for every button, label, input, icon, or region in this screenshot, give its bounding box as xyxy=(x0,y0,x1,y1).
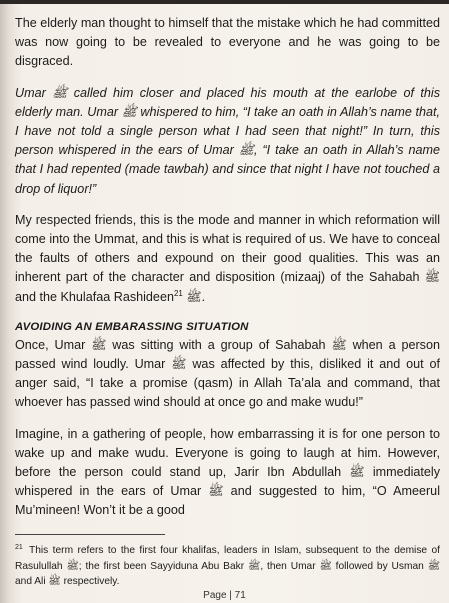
paragraph-elderly-man: The elderly man thought to himself that the mistake which he had committed was now going to be revealed to everyone and he was going to be disgraced. xyxy=(15,16,440,69)
top-rule xyxy=(0,0,449,4)
paragraph-imagine: Imagine, in a gathering of people, how embarrassing it is for one person to wake up and make wudu. Everyone is going to laugh at him. However, before the person could stand up, Jarir Ibn Abdullah ﷺ immediately whispered in the ears of Umar ﷺ and suggested to him, “O Ameerul Mu’mineen! Won’t it be a good xyxy=(15,426,441,518)
footnote xyxy=(15,543,440,590)
footnote-text: This term refers to the first four khalifas, leaders in Islam, subsequent to the demise of Rasulullah ﷺ; the first been Sayyiduna Abu Bakr ﷺ, then Umar ﷺ followed by Usman ﷺ and Ali ﷺ respectively. xyxy=(15,545,440,587)
page-number: Page | 71 xyxy=(203,590,246,601)
paragraph-whisper-quote: Umar ﷺ called him closer and placed his mouth at the earlobe of this elderly man. Umar ﷺ whispered to him, “I take an oath in Allah’s name that, I have not told a single person what I had seen that night!” In turn, this person whispered in the ears of Umar ﷺ, “I take an oath in Allah’s name that I had repented (made tawbah) and since that night I have not touched a drop of liquor!” xyxy=(15,85,440,196)
footnote-number: 21 xyxy=(15,543,23,551)
reformation-text: My respected friends, this is the mode and manner in which reformation will come into the Ummat, and this is what is required of us. We have to conceal the faults of others and expound on their good qualities. This was an inherent part of the character and disposition (mizaaj) of the Sahabah ﷺ and the Khulafaa Rashideen xyxy=(15,212,440,304)
reformation-text-end: ﷺ. xyxy=(182,289,206,304)
section-heading: AVOIDING AN EMBARASSING SITUATION xyxy=(15,320,249,333)
page-body xyxy=(15,14,440,533)
paragraph-passed-wind: Once, Umar ﷺ was sitting with a group of Sahabah ﷺ when a person passed wind loudly. Umar ﷺ was affected by this, disliked it and out of anger said, “I take a promise (qasm) in Allah Ta’ala and command, that whoever has passed wind should at once go and make wudu!” xyxy=(15,337,440,410)
paragraph-reformation xyxy=(15,211,440,307)
footnote-divider xyxy=(15,534,165,535)
footnote-reference: 21 xyxy=(173,288,183,298)
